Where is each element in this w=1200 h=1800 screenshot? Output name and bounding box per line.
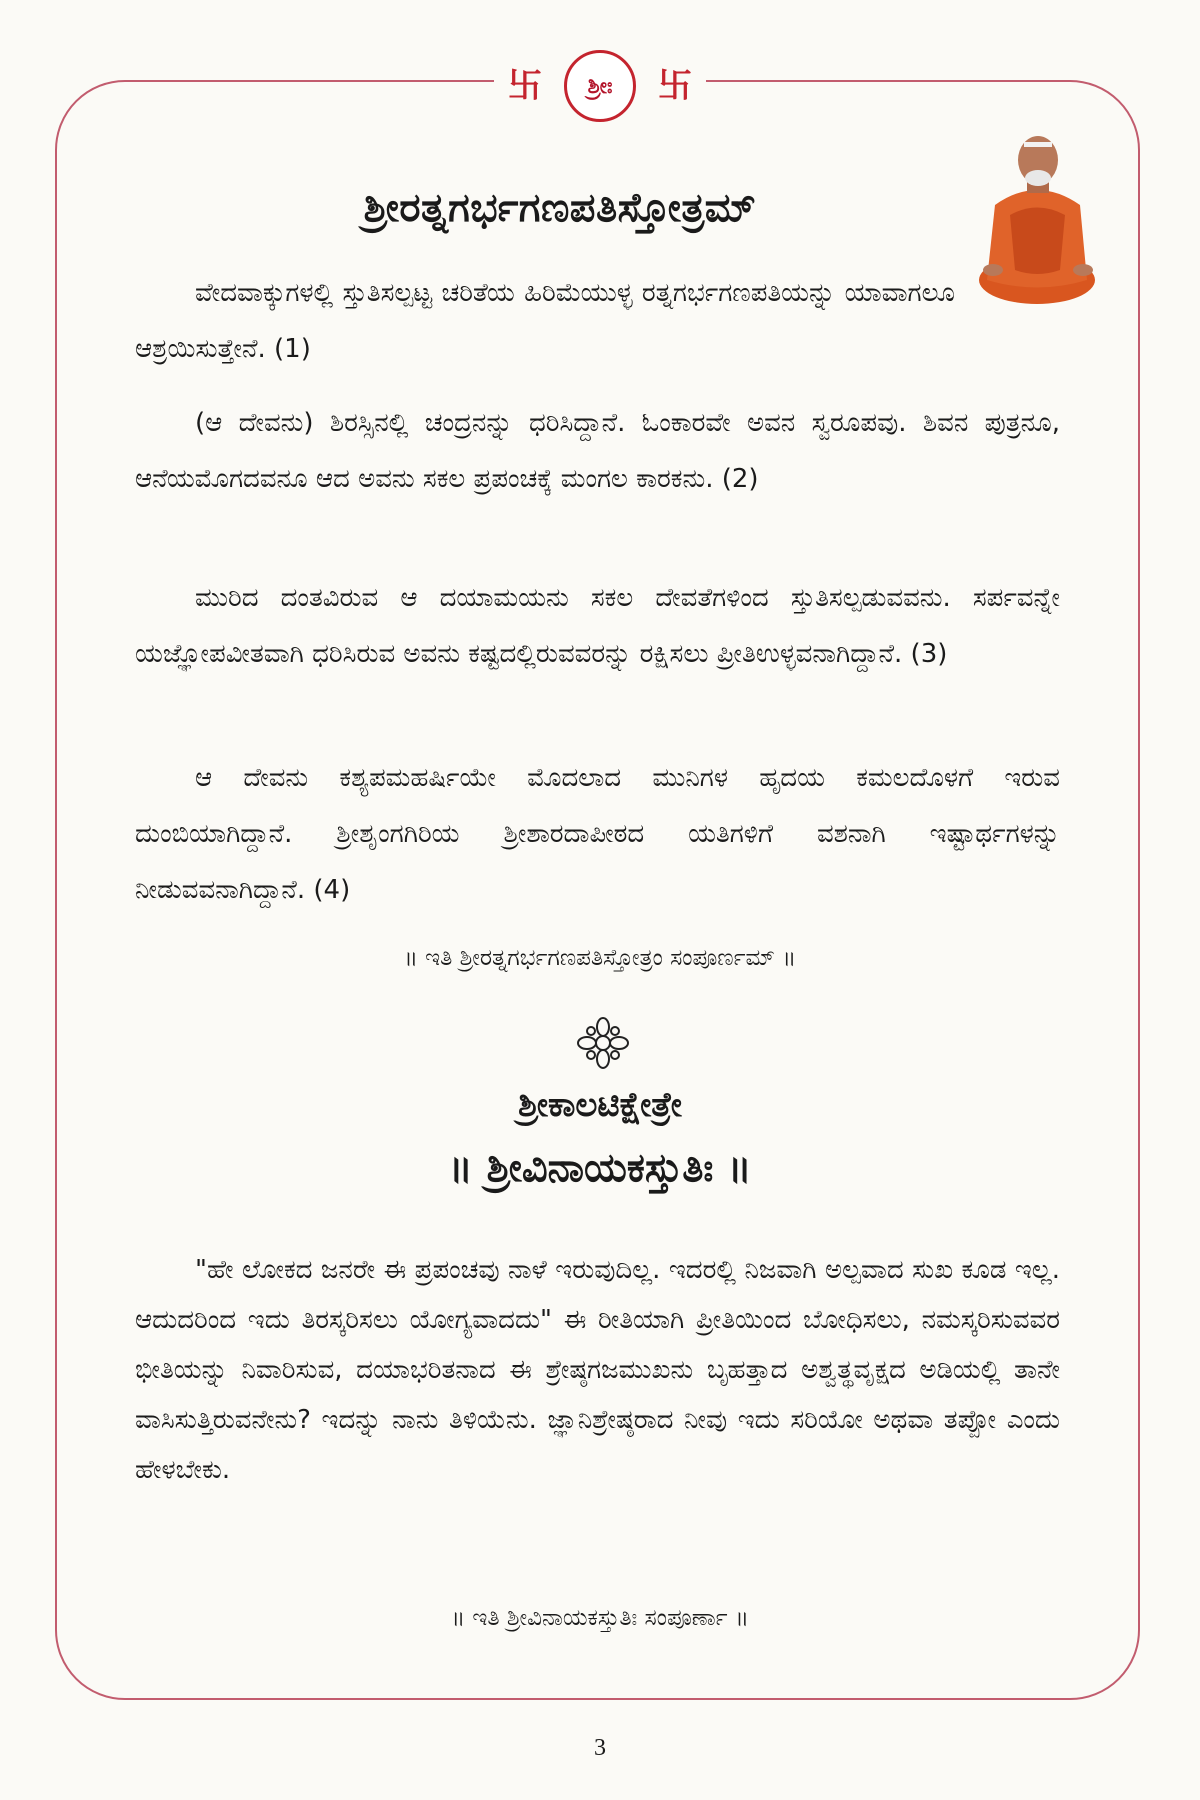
swastika-right-icon: 卐 bbox=[658, 66, 692, 106]
sri-emblem: ಶ್ರೀಃ bbox=[564, 50, 636, 122]
header-emblem bbox=[0, 52, 1200, 120]
verse-text-1: ವೇದವಾಕ್ಕುಗಳಲ್ಲಿ ಸ್ತುತಿಸಲ್ಪಟ್ಟ ಚರಿತೆಯ ಹಿರಿಮೆಯುಳ್ಳ ರತ್ನಗರ್ಭಗಣಪತಿಯನ್ನು ಯಾವಾಗಲೂ ಆಶ್ರಯಿಸುತ್ತೇನೆ. (1) bbox=[135, 278, 955, 364]
verse-paragraph-4 bbox=[135, 750, 1060, 918]
stuti-closing-line: ॥ ಇತಿ ಶ್ರೀವಿನಾಯಕಸ್ತುತಿಃ ಸಂಪೂರ್ಣಾ ॥ bbox=[451, 1605, 749, 1631]
stotra-closing-line: ॥ ಇತಿ ಶ್ರೀರತ್ನಗರ್ಭಗಣಪತಿಸ್ತೋತ್ರಂ ಸಂಪೂರ್ಣಮ್ ॥ bbox=[403, 945, 797, 971]
verse-paragraph-1 bbox=[135, 265, 955, 377]
verse-text-3: ಮುರಿದ ದಂತವಿರುವ ಆ ದಯಾಮಯನು ಸಕಲ ದೇವತೆಗಳಿಂದ ಸ್ತುತಿಸಲ್ಪಡುವವನು. ಸರ್ಪವನ್ನೇ ಯಜ್ಞೋಪವೀತವಾಗಿ ಧರಿಸಿರುವ ಅವನು ಕಷ್ಟದಲ್ಲಿರುವವರನ್ನು ರಕ್ಷಿಸಲು ಪ್ರೀತಿಉಳ್ಳವನಾಗಿದ್ದಾನೆ. (3) bbox=[135, 583, 1060, 669]
guru-portrait-image bbox=[975, 120, 1100, 305]
vinayaka-stuti-title: ॥ ಶ್ರೀವಿನಾಯಕಸ್ತುತಿಃ ॥ bbox=[448, 1145, 752, 1191]
swastika-left-icon: 卐 bbox=[508, 66, 542, 106]
floral-ornament-icon bbox=[575, 1015, 631, 1071]
verse-text-2: (ಆ ದೇವನು) ಶಿರಸ್ಸಿನಲ್ಲಿ ಚಂದ್ರನನ್ನು ಧರಿಸಿದ್ದಾನೆ. ಓಂಕಾರವೇ ಅವನ ಸ್ವರೂಪವು. ಶಿವನ ಪುತ್ರನೂ, ಆನೆಯಮೊಗದವನೂ ಆದ ಅವನು ಸಕಲ ಪ್ರಪಂಚಕ್ಕೆ ಮಂಗಲ ಕಾರಕನು. (2) bbox=[135, 408, 1060, 494]
verse-paragraph-3 bbox=[135, 570, 1060, 682]
page-number: 3 bbox=[594, 1735, 606, 1761]
verse-text-4: ಆ ದೇವನು ಕಶ್ಯಪಮಹರ್ಷಿಯೇ ಮೊದಲಾದ ಮುನಿಗಳ ಹೃದಯ ಕಮಲದೊಳಗೆ ಇರುವ ದುಂಬಿಯಾಗಿದ್ದಾನೆ. ಶ್ರೀಶೃಂಗಗಿರಿಯ ಶ್ರೀಶಾರದಾಪೀಠದ ಯತಿಗಳಿಗೆ ವಶನಾಗಿ ಇಷ್ಟಾರ್ಥಗಳನ್ನು ನೀಡುವವನಾಗಿದ್ದಾನೆ. (4) bbox=[135, 763, 1060, 905]
verse-paragraph-2 bbox=[135, 395, 1060, 507]
stuti-text: "ಹೇ ಲೋಕದ ಜನರೇ ಈ ಪ್ರಪಂಚವು ನಾಳೆ ಇರುವುದಿಲ್ಲ. ಇದರಲ್ಲಿ ನಿಜವಾಗಿ ಅಲ್ಪವಾದ ಸುಖ ಕೂಡ ಇಲ್ಲ. ಆದುದರಿಂದ ಇದು ತಿರಸ್ಕರಿಸಲು ಯೋಗ್ಯವಾದದು" ಈ ರೀತಿಯಾಗಿ ಪ್ರೀತಿಯಿಂದ ಬೋಧಿಸಲು, ನಮಸ್ಕರಿಸುವವರ ಭೀತಿಯನ್ನು ನಿವಾರಿಸುವ, ದಯಾಭರಿತನಾದ ಈ ಶ್ರೇಷ್ಠಗಜಮುಖನು ಬೃಹತ್ತಾದ ಅಶ್ವತ್ಥವೃಕ್ಷದ ಅಡಿಯಲ್ಲಿ ತಾನೇ ವಾಸಿಸುತ್ತಿರುವನೇನು? ಇದನ್ನು ನಾನು ತಿಳಿಯೆನು. ಜ್ಞಾನಿಶ್ರೇಷ್ಠರಾದ ನೀವು ಇದು ಸರಿಯೋ ಅಥವಾ ತಪ್ಪೋ ಎಂದು ಹೇಳಬೇಕು. bbox=[135, 1255, 1060, 1485]
stuti-paragraph bbox=[135, 1245, 1060, 1495]
kshetra-subtitle: ಶ್ರೀಕಾಲಟಿಕ್ಷೇತ್ರೇ bbox=[518, 1085, 682, 1125]
stotra-title: ಶ್ರೀರತ್ನಗರ್ಭಗಣಪತಿಸ್ತೋತ್ರಮ್ bbox=[363, 185, 757, 231]
